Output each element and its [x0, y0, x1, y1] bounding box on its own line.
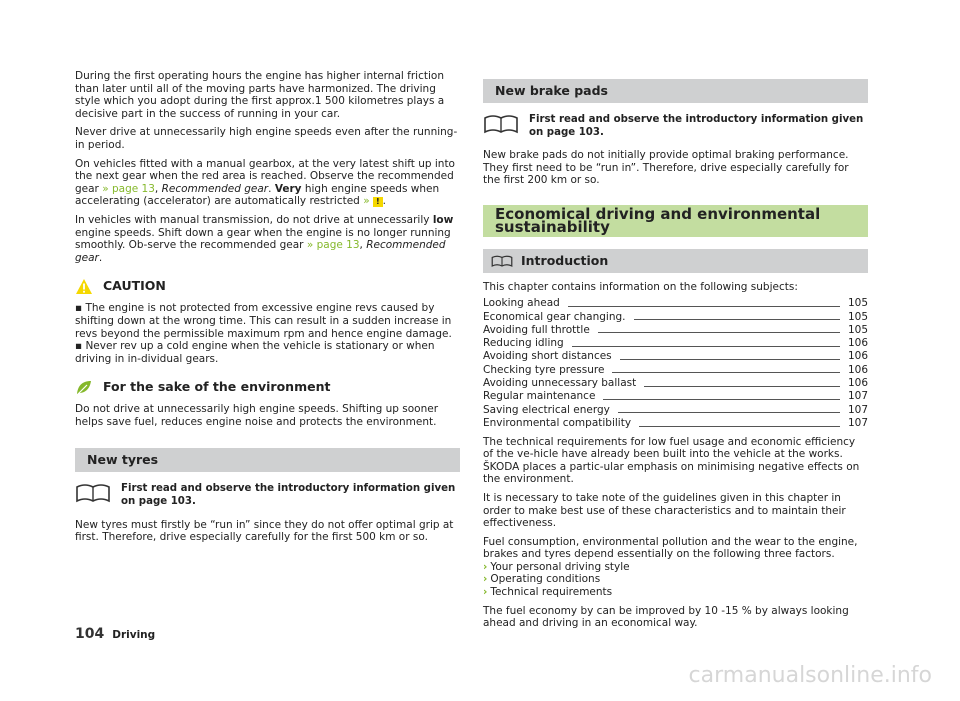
caution-item-1: ▪ The engine is not protected from excessive engine revs caused by shifting down at the wrong time. This can result in a sudden increase in revs beyond the permissible maximum rpm and hence engine damage.: [75, 302, 452, 340]
toc-row[interactable]: Avoiding short distances 106: [483, 350, 868, 363]
toc-row[interactable]: Avoiding unnecessary ballast 106: [483, 377, 868, 390]
caution-title: CAUTION: [103, 278, 166, 294]
link-caution[interactable]: »: [363, 195, 370, 208]
list-item: › Operating conditions: [483, 573, 601, 586]
chapter-title-economical-driving: Economical driving and environmental sustainability: [483, 205, 868, 237]
toc-row[interactable]: Reducing idling 106: [483, 337, 868, 350]
section-introduction: Introduction: [483, 249, 868, 273]
paragraph-factors: Fuel consumption, environmental pollution and the wear to the engine, brakes and tyres depend essentially on the following three factors.: [483, 535, 858, 561]
brake-text: New brake pads do not initially provide optimal braking performance. They first need to be “run in”. Therefore, drive especially carefully for the first 200 km or so.: [483, 149, 849, 187]
list-item: › Your personal driving style: [483, 560, 630, 573]
caution-heading: [75, 276, 460, 296]
link-page-13-b[interactable]: » page 13: [306, 239, 360, 252]
book-icon: [483, 111, 519, 135]
link-page-13[interactable]: » page 13: [102, 182, 155, 195]
toc-row[interactable]: Saving electrical energy 107: [483, 403, 868, 416]
chevron-right-icon: ›: [483, 573, 488, 586]
toc-list: [483, 297, 868, 430]
tyres-text: New tyres must firstly be “run in” since they do not offer optimal grip at first. Therefore, drive especially carefully for the first 500 km or so.: [75, 518, 454, 544]
tyres-intro: First read and observe the introductory information given on page 103.: [75, 480, 460, 508]
section-new-brake-pads: New brake pads: [483, 79, 868, 103]
environment-leaf-icon: [75, 379, 93, 396]
paragraph-running-in: During the first operating hours the engine has higher internal friction than later until all of the moving parts have harmonized. The driving style which you adopt during the first approx.1 500 kilometres plays a decisive part in the success of running in your car.: [75, 70, 445, 120]
paragraph-manual-gearbox: On vehicles fitted with a manual gearbox, at the very latest shift up into the next gear when the red area is reached. Observe the recommended gear » page 13, Recommended gear. Very high engine speeds when accelerating (accelerator) are automatically restricted » ! .: [75, 157, 455, 208]
chevron-right-icon: ›: [483, 586, 488, 599]
section-new-tyres: New tyres: [75, 448, 460, 472]
toc-row[interactable]: Avoiding full throttle 105: [483, 323, 868, 336]
environment-text: Do not drive at unnecessarily high engine speeds. Shifting up sooner helps save fuel, reduces engine noise and protects the environment.: [75, 403, 439, 428]
left-column: [75, 70, 460, 550]
list-item: › Technical requirements: [483, 586, 613, 599]
paragraph-economy: The fuel economy by can be improved by 10 -15 % by always looking ahead and driving in an economical way.: [483, 604, 849, 630]
toc-row[interactable]: Environmental compatibility 107: [483, 416, 868, 429]
environment-heading: [75, 377, 460, 397]
paragraph-low-speeds: In vehicles with manual transmission, do not drive at unnecessarily low engine speeds. Shift down a gear when the engine is no longer running smoothly. Ob-serve the recommended gear » page 13, Recommended gear.: [75, 213, 454, 264]
watermark: carmanualsonline.info: [688, 663, 932, 688]
toc-row[interactable]: Looking ahead 105: [483, 297, 868, 310]
paragraph-high-speeds: Never drive at unnecessarily high engine speeds even after the running-in period.: [75, 126, 458, 151]
book-icon: [75, 480, 111, 504]
toc-row[interactable]: Checking tyre pressure 106: [483, 363, 868, 376]
page-number: 104: [75, 626, 105, 642]
footer-section: Driving: [112, 629, 156, 641]
paragraph-technical: The technical requirements for low fuel usage and economic efficiency of the ve-hicle have already been built into the vehicle at the works. ŠKODA places a partic-ular emphasis on minimising negative effects on the environment.: [483, 435, 860, 486]
toc-row[interactable]: Regular maintenance 107: [483, 390, 868, 403]
caution-triangle-icon: [75, 278, 93, 295]
book-icon: [491, 253, 513, 268]
toc-lead: This chapter contains information on the following subjects:: [483, 280, 798, 293]
factor-list: [483, 561, 868, 599]
paragraph-guidelines: It is necessary to take note of the guidelines given in this chapter in order to make best use of these characteristics and to maintain their effectiveness.: [483, 491, 846, 530]
page-footer: [75, 628, 155, 642]
brake-intro: First read and observe the introductory information given on page 103.: [483, 111, 868, 139]
caution-item-2: ▪ Never rev up a cold engine when the vehicle is stationary or when driving in in-dividual gears.: [75, 340, 435, 365]
chevron-right-icon: ›: [483, 560, 488, 573]
right-column: [483, 79, 868, 636]
toc-row[interactable]: Economical gear changing. 105: [483, 310, 868, 323]
warning-badge-icon: !: [373, 197, 383, 207]
environment-title: For the sake of the environment: [103, 378, 331, 394]
